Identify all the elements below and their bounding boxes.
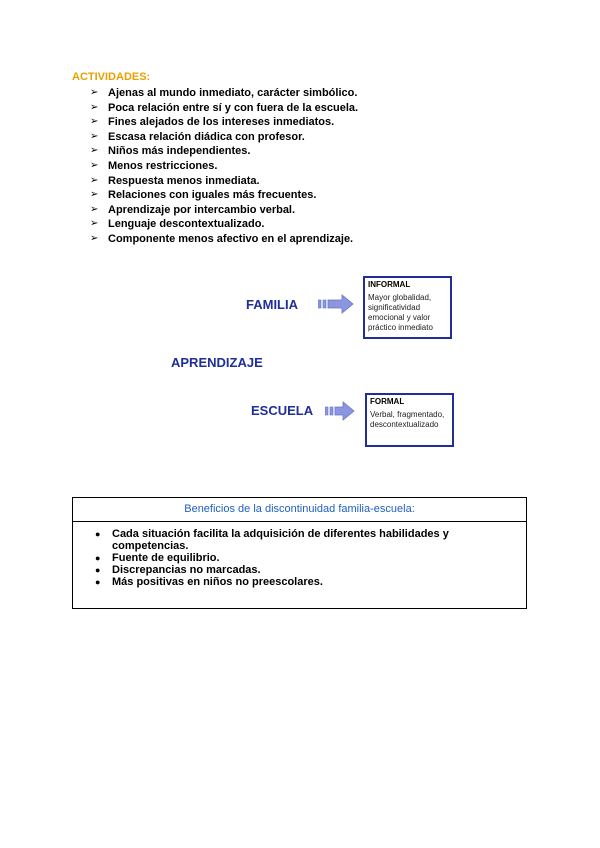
arrow-bullet-icon: ➢ — [90, 101, 99, 113]
arrow-right-icon — [325, 401, 355, 421]
activity-text: Menos restricciones. — [108, 159, 218, 172]
activity-text: Poca relación entre sí y con fuera de la escuela. — [108, 101, 359, 114]
list-item — [95, 528, 526, 552]
benefit-text: Discrepancias no marcadas. — [112, 564, 261, 576]
bullet-icon: ● — [95, 553, 101, 563]
list-item — [90, 217, 358, 232]
activity-text: Componente menos afectivo en el aprendizaje. — [108, 232, 354, 245]
benefit-text: Cada situación facilita la adquisición de diferentes habilidades y competencias. — [112, 528, 449, 552]
list-item — [95, 552, 526, 564]
formal-box — [365, 393, 454, 447]
list-item — [90, 232, 358, 247]
formal-box-text: Verbal, fragmentado, descontextualizado — [370, 410, 445, 429]
list-item — [90, 174, 358, 189]
arrow-bullet-icon: ➢ — [90, 145, 99, 157]
bullet-icon: ● — [95, 565, 101, 575]
aprendizaje-label: APRENDIZAJE — [171, 355, 263, 370]
escuela-label: ESCUELA — [251, 403, 314, 418]
arrow-bullet-icon: ➢ — [90, 130, 99, 142]
arrow-bullet-icon: ➢ — [90, 203, 99, 215]
activity-text: Fines alejados de los intereses inmediatos. — [108, 116, 335, 129]
benefits-title: Beneficios de la discontinuidad familia-escuela: — [73, 498, 526, 522]
activity-text: Escasa relación diádica con profesor. — [108, 130, 305, 143]
arrow-bullet-icon: ➢ — [90, 87, 99, 98]
arrow-bullet-icon: ➢ — [90, 218, 99, 230]
activities-heading: ACTIVIDADES: — [72, 71, 151, 83]
activity-text: Ajenas al mundo inmediato, carácter simbólico. — [108, 87, 358, 99]
activity-text: Aprendizaje por intercambio verbal. — [108, 203, 296, 216]
list-item — [95, 576, 526, 588]
arrow-bullet-icon: ➢ — [90, 116, 99, 128]
activity-text: Respuesta menos inmediata. — [108, 174, 260, 187]
benefit-text: Más positivas en niños no preescolares. — [112, 576, 323, 588]
list-item — [90, 144, 358, 159]
informal-box — [363, 276, 452, 339]
arrow-bullet-icon: ➢ — [90, 189, 99, 201]
arrow-bullet-icon: ➢ — [90, 159, 99, 171]
informal-box-title: INFORMAL — [368, 280, 411, 289]
informal-box-text: Mayor globalidad, significatividad emocional y valor práctico inmediato — [368, 293, 433, 332]
familia-label: FAMILIA — [246, 297, 298, 312]
arrow-bullet-icon: ➢ — [90, 232, 99, 244]
list-item — [90, 130, 358, 145]
benefits-list — [73, 528, 526, 588]
benefits-box — [72, 497, 527, 609]
arrow-bullet-icon: ➢ — [90, 174, 99, 186]
activity-text: Lenguaje descontextualizado. — [108, 218, 265, 231]
activities-list — [90, 86, 358, 247]
bullet-icon: ● — [95, 577, 101, 587]
formal-box-title: FORMAL — [370, 397, 405, 406]
arrow-right-icon — [318, 294, 354, 314]
list-item — [90, 188, 358, 203]
bullet-icon: ● — [95, 529, 101, 539]
list-item — [90, 159, 358, 174]
activity-text: Relaciones con iguales más frecuentes. — [108, 189, 317, 202]
activity-text: Niños más independientes. — [108, 145, 251, 158]
benefit-text: Fuente de equilibrio. — [112, 552, 220, 564]
list-item — [90, 115, 358, 130]
list-item — [90, 203, 358, 218]
list-item — [95, 564, 526, 576]
list-item — [90, 86, 358, 101]
list-item — [90, 101, 358, 116]
